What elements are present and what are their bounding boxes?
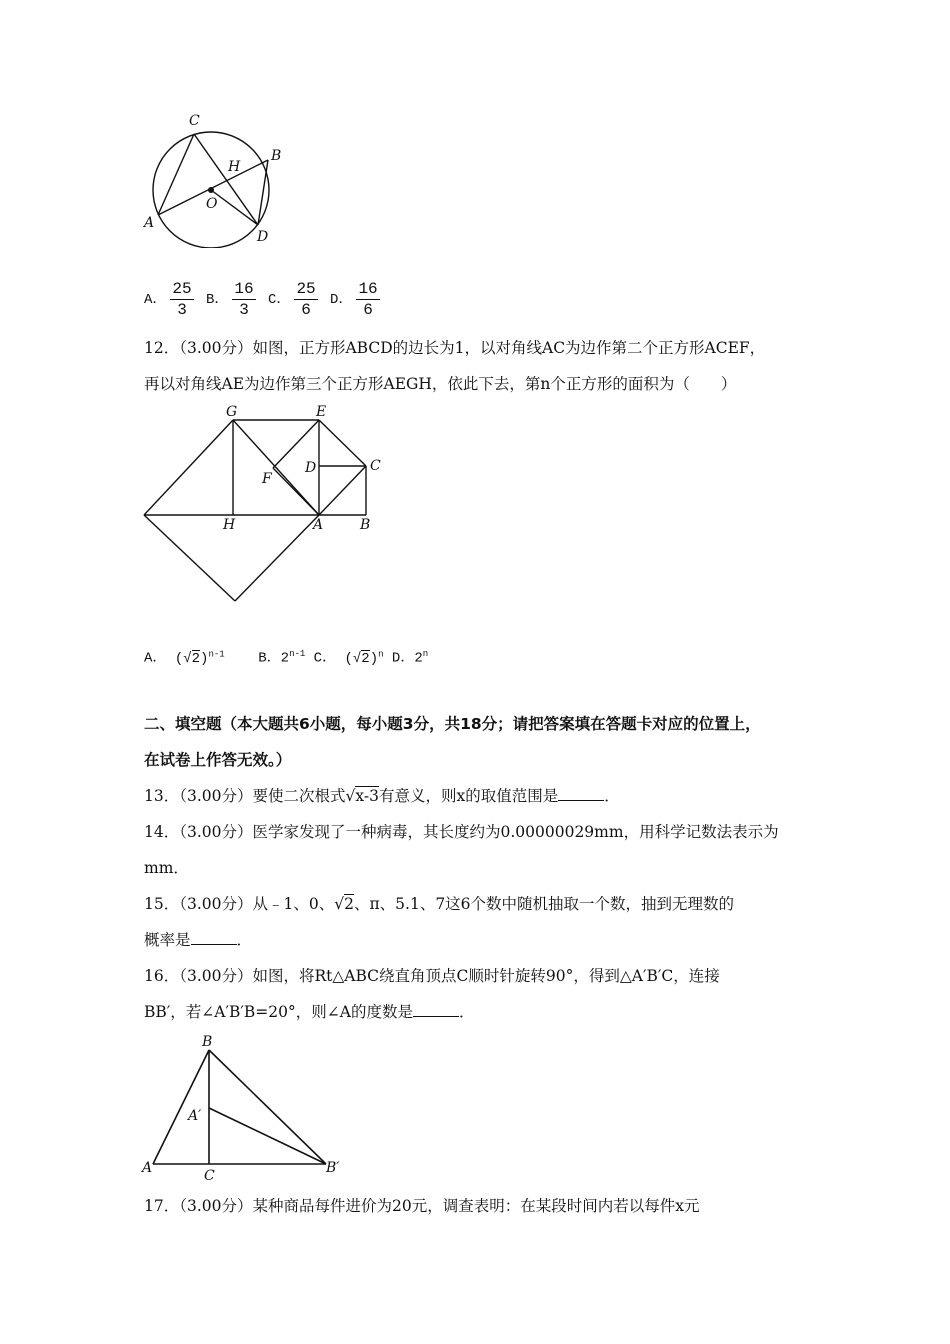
line-left-top [144, 420, 233, 515]
q13-text-end: ． [604, 787, 620, 805]
option-b-label: B． [258, 650, 281, 667]
option-a-open-paren: ( [174, 650, 184, 667]
option-c-exponent: n [378, 649, 384, 659]
option-d-denominator: 6 [363, 300, 373, 319]
q16-line2-text: BB′，若∠A′B′B=20°，则∠A的度数是 [144, 1003, 413, 1021]
q15-text-post: 、π、5.1、7这6个数中随机抽取一个数，抽到无理数的 [353, 895, 735, 913]
q11-circle-figure [138, 108, 298, 248]
section2-heading-line1: 二、填空题（本大题共6小题，每小题3分，共18分；请把答案填在答题卡对应的位置上， [144, 715, 761, 733]
q15-line2-text: 概率是 [144, 931, 191, 949]
line-a-prime-b-prime [209, 1108, 326, 1164]
label-a: A [142, 1160, 153, 1176]
label-a-prime: A′ [188, 1108, 202, 1124]
option-c-denominator: 6 [301, 300, 311, 319]
center-point [208, 187, 214, 193]
label-b: B [360, 517, 371, 533]
option-b-fraction [232, 279, 255, 320]
option-b-numerator: 16 [234, 279, 254, 298]
sqrt-sign: √ [345, 787, 356, 805]
line-bb-prime [209, 1050, 326, 1164]
sqrt-sign: √ [352, 650, 362, 667]
q14-line1: 14．（3.00分）医学家发现了一种病毒，其长度约为0.00000029mm，用科学记数法表示为 [144, 823, 779, 841]
q13-radicand: x-3 [355, 787, 379, 805]
section2-heading-line2: 在试卷上作答无效。） [144, 751, 292, 769]
label-c: C [370, 458, 381, 474]
q16-answer-blank[interactable] [413, 1002, 459, 1017]
q15-radicand: 2 [344, 895, 354, 913]
q12-line2: 再以对角线AE为边作第三个正方形AEGH，依此下去，第n个正方形的面积为（ ） [144, 375, 737, 393]
option-d-numerator: 16 [358, 279, 378, 298]
option-c-label: C． [313, 650, 337, 667]
option-a-fraction [170, 279, 193, 320]
label-a: A [313, 517, 324, 533]
segment-cd [194, 134, 258, 225]
q13-text-post: 有意义，则x的取值范围是 [378, 787, 559, 805]
q16-line2 [144, 1002, 474, 1022]
option-b-base: 2 [280, 650, 290, 667]
label-h: H [228, 159, 241, 175]
label-d: D [257, 229, 269, 245]
q15-answer-blank[interactable] [191, 930, 237, 945]
option-a-label: A． [144, 650, 167, 667]
q17-line1: 17．（3.00分）某种商品每件进价为20元，调查表明：在某段时间内若以每件x元 [144, 1197, 700, 1215]
q16-text-end: ． [458, 1003, 475, 1021]
q12-line1: 12．（3.00分）如图，正方形ABCD的边长为1，以对角线AC为边作第二个正方形ACEF， [144, 339, 766, 357]
q15-text-pre: 15．（3.00分）从﹣1、0、 [144, 895, 335, 913]
line-ec [319, 420, 366, 466]
q13-answer-blank[interactable] [558, 786, 604, 801]
q15-line1 [144, 894, 734, 914]
option-d-label: D． [330, 292, 353, 308]
option-a-close-paren: ) [200, 650, 209, 667]
option-c-expr [344, 651, 383, 667]
label-c: C [189, 113, 200, 129]
option-b-exponent: n-1 [289, 649, 306, 659]
option-d-base: 2 [414, 650, 423, 667]
q15-text-end: ． [236, 931, 253, 949]
option-a-expr [175, 651, 225, 667]
label-g: G [226, 404, 238, 420]
option-a-numerator: 25 [172, 279, 192, 298]
option-c-open-paren: ( [344, 650, 353, 667]
option-d-label: D． [391, 650, 415, 667]
option-b-label: B． [206, 292, 229, 308]
q16-triangle-figure [138, 1030, 358, 1186]
option-a-denominator: 3 [177, 300, 187, 319]
label-b: B [271, 148, 282, 164]
label-a: A [144, 215, 155, 231]
option-c-numerator: 25 [296, 279, 316, 298]
option-a-exponent: n-1 [208, 649, 225, 659]
line-ab [153, 1050, 209, 1164]
label-h: H [223, 517, 236, 533]
q12-options [144, 644, 428, 669]
label-f: F [262, 471, 272, 487]
option-a-radicand: 2 [191, 650, 201, 667]
option-c-radicand: 2 [361, 650, 370, 667]
option-d-fraction [356, 279, 379, 320]
line-left-bottom [144, 515, 235, 601]
q11-options [144, 278, 384, 322]
option-c-label: C． [268, 292, 291, 308]
option-c-close-paren: ) [369, 650, 379, 667]
q13 [144, 786, 620, 806]
label-c: C [204, 1168, 215, 1184]
sqrt-sign: √ [334, 895, 345, 913]
label-b-prime: B′ [326, 1160, 340, 1176]
label-e: E [316, 404, 327, 420]
label-o: O [206, 196, 218, 212]
option-b-denominator: 3 [239, 300, 249, 319]
label-b: B [202, 1034, 213, 1050]
option-d-exponent: n [422, 649, 429, 659]
q13-text-pre: 13．（3.00分）要使二次根式 [144, 787, 346, 805]
q15-line2 [144, 930, 252, 950]
option-a-label: A． [144, 292, 167, 308]
q12-squares-figure [138, 400, 388, 610]
q16-line1: 16．（3.00分）如图，将Rt△ABC绕直角顶点C顺时针旋转90°，得到△A′B′C，连接 [144, 967, 720, 985]
segment-ac [158, 134, 194, 215]
sqrt-sign: √ [183, 650, 192, 667]
q14-line2: mm． [144, 859, 189, 877]
line-ac [319, 466, 366, 515]
option-c-fraction [294, 279, 317, 320]
line-bottom-right [235, 515, 319, 601]
label-d: D [305, 460, 317, 476]
segment-od [211, 190, 258, 225]
